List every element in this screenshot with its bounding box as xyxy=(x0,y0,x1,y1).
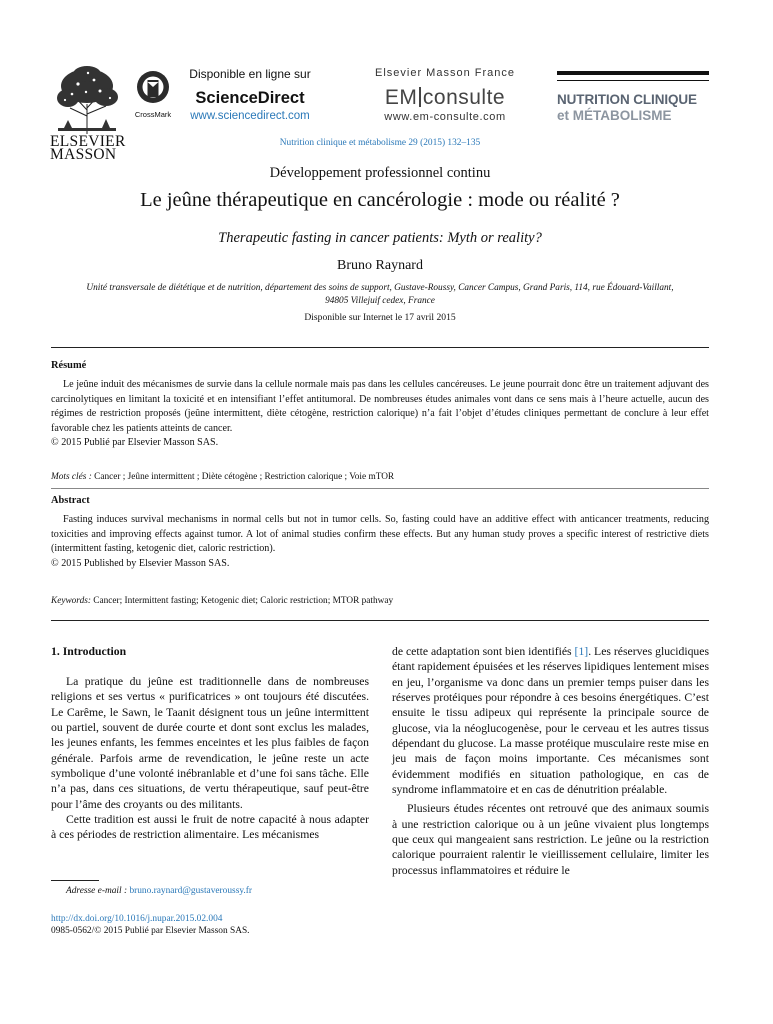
journal-logo-line1: NUTRITION CLINIQUE xyxy=(557,92,697,107)
em-logo-divider xyxy=(419,87,421,107)
elsevier-wordmark xyxy=(50,135,130,161)
journal-logo-line2: et MÉTABOLISME xyxy=(557,108,672,123)
divider-bottom xyxy=(51,620,709,621)
email-label: Adresse e-mail : xyxy=(66,886,128,896)
resume-text xyxy=(51,378,709,451)
affiliation-line1: Unité transversale de diététique et de nutrition, département des soins de support, Gustave-Roussy, Cancer Campus, Grand Paris, 114, rue Édouard-Vaillant, xyxy=(86,283,674,293)
divider-top xyxy=(51,347,709,348)
resume-heading: Résumé xyxy=(51,360,87,371)
sciencedirect-link[interactable]: www.sciencedirect.com xyxy=(190,110,310,122)
author-name: Bruno Raynard xyxy=(337,258,423,273)
sciencedirect-block xyxy=(180,67,320,123)
crossmark-badge[interactable] xyxy=(133,70,175,119)
footer-doi xyxy=(51,913,222,925)
resume-copyright: © 2015 Publié par Elsevier Masson SAS. xyxy=(51,437,219,449)
reference-link-1[interactable]: [1] xyxy=(574,645,589,658)
abstract-keywords-list: Cancer; Intermittent fasting; Ketogenic diet; Caloric restriction; MTOR pathway xyxy=(93,596,394,606)
crossmark-icon xyxy=(133,70,173,106)
abstract-keywords-label: Keywords: xyxy=(51,596,91,606)
publisher-name-1: ELSEVIER xyxy=(50,133,126,150)
resume-keywords-list: Cancer ; Jeûne intermittent ; Diète cétogène ; Restriction calorique ; Voie mTOR xyxy=(94,472,395,482)
section-type: Développement professionnel continu xyxy=(269,165,491,181)
article-subtitle: Therapeutic fasting in cancer patients: Myth or reality? xyxy=(218,230,542,246)
footnote-email xyxy=(66,885,252,897)
footnote-rule xyxy=(51,880,99,881)
intro-paragraph-3-a: de cette adaptation sont bien identifiés xyxy=(392,645,575,658)
footer-issn: 0985-0562/© 2015 Publié par Elsevier Masson SAS. xyxy=(51,926,250,936)
doi-link[interactable]: http://dx.doi.org/10.1016/j.nupar.2015.02.004 xyxy=(51,914,223,924)
divider-keywords xyxy=(51,488,709,489)
sciencedirect-name: ScienceDirect xyxy=(195,89,305,107)
em-logo-right: consulte xyxy=(422,86,506,109)
resume-keywords xyxy=(51,470,709,485)
body-right-column xyxy=(392,644,709,878)
affiliation-line2: 94805 Villejuif cedex, France xyxy=(325,295,435,306)
abstract-heading: Abstract xyxy=(51,495,90,506)
em-label: Elsevier Masson France xyxy=(375,67,515,79)
journal-logo-rule-top xyxy=(557,71,709,75)
section-heading-introduction: 1. Introduction xyxy=(51,645,127,658)
intro-paragraph-1: La pratique du jeûne est traditionnelle dans de nombreuses religions et ses vertus « purificatrices » ont toujours été discutées. Le Carême, le Sawn, le Taanit désignent tous un jeûne intermittent ou partiel, souvent de durée courte et dont sont exclus les malades, les jeunes enfants, les femmes enceintes et les plus faibles de façon générale. Parfois arme de revendication, le jeûne reste un acte symbolique d’une volonté inébranlable et d’une foi sans tâche. Elle n’a pas, dans ces situations, de vertu thérapeutique, sauf peut-être pour l’âme des croyants ou des militants. xyxy=(51,675,369,811)
resume-keywords-label: Mots clés : xyxy=(51,472,92,482)
available-online-label: Disponible en ligne sur xyxy=(189,67,311,81)
publisher-name-2: MASSON xyxy=(50,146,117,163)
article-title: Le jeûne thérapeutique en cancérologie : mode ou réalité ? xyxy=(140,189,620,211)
intro-paragraph-4: Plusieurs études récentes ont retrouvé que des animaux soumis à une restriction calorique ou à un jeûne vivaient plus longtemps que ceux qui mangeaient sans restriction. Le jeûne ou la restriction calorique pourraient ralentir le vieillissement cellulaire, limiter les processus inflammatoires et réduire le xyxy=(392,802,709,877)
em-consulte-logo xyxy=(370,85,520,111)
abstract-keywords xyxy=(51,594,709,609)
abstract-text xyxy=(51,513,709,571)
em-consulte-block xyxy=(370,67,520,124)
em-consulte-link[interactable]: www.em-consulte.com xyxy=(384,111,506,123)
intro-paragraph-3-b: . Les réserves glucidiques étant rapidement épuisées et les réserves lipidiques lentement mises en jeu, l’organisme va donc dans un premier temps puiser dans les réserves protéiques pour répondre à ces besoins énergétiques. C’est ensuite le tissu adipeux qui représente la principale source de glucose, via la néoglucogenèse, pour le cerveau et les autres tissus dépendant du glucose. La masse protéique musculaire reste mise en jeu mais de façon moins importante. Ces mécanismes sont évidemment modifiés en situation pathologique, en cas de syndrome inflammatoire et en cas de dénutrition préalable. xyxy=(392,645,709,797)
affiliation xyxy=(51,282,709,307)
intro-paragraph-3 xyxy=(392,644,709,797)
elsevier-tree-logo xyxy=(50,64,125,136)
abstract-body: Fasting induces survival mechanisms in normal cells but not in tumor cells. So, fasting could have an additive effect with anticancer treatments, reducing toxicities and improving effects against tumor. A lot of animal studies confirm these effects. But any human study proves a specific interest of restrictive diets (intermittent fasting, ketogenic diet, caloric restriction). xyxy=(51,514,709,555)
intro-paragraph-2: Cette tradition est aussi le fruit de notre capacité à nous adapter à ces périodes de restriction alimentaire. Les mécanismes xyxy=(51,813,369,842)
journal-logo xyxy=(557,92,717,124)
resume-body: Le jeûne induit des mécanismes de survie dans la cellule normale mais pas dans les cellules cancéreuses. Le jeune pourrait donc être un traitement adjuvant des carcinolytiques en limitant la toxicité et en intensifiant l’effet antitumoral. De nombreuses études animales vont dans ce sens mais à l’heure actuelle, aucun des régimes de restriction proposés (jeûne intermittent, diète cétogène, restriction calorique) n’a fait l’objet d’études cliniques permettant de conclure à leur effet favorable chez les patients atteints de cancer. xyxy=(51,379,709,434)
author-email-link[interactable]: bruno.raynard@gustaveroussy.fr xyxy=(129,886,253,896)
journal-citation[interactable]: Nutrition clinique et métabolisme 29 (2015) 132–135 xyxy=(279,138,481,148)
abstract-copyright: © 2015 Published by Elsevier Masson SAS. xyxy=(51,557,230,569)
online-date: Disponible sur Internet le 17 avril 2015 xyxy=(304,312,456,323)
body-left-column xyxy=(51,674,369,843)
journal-logo-rule-mid xyxy=(557,80,709,81)
crossmark-label: CrossMark xyxy=(134,110,172,119)
em-logo-left: EM xyxy=(384,86,418,109)
